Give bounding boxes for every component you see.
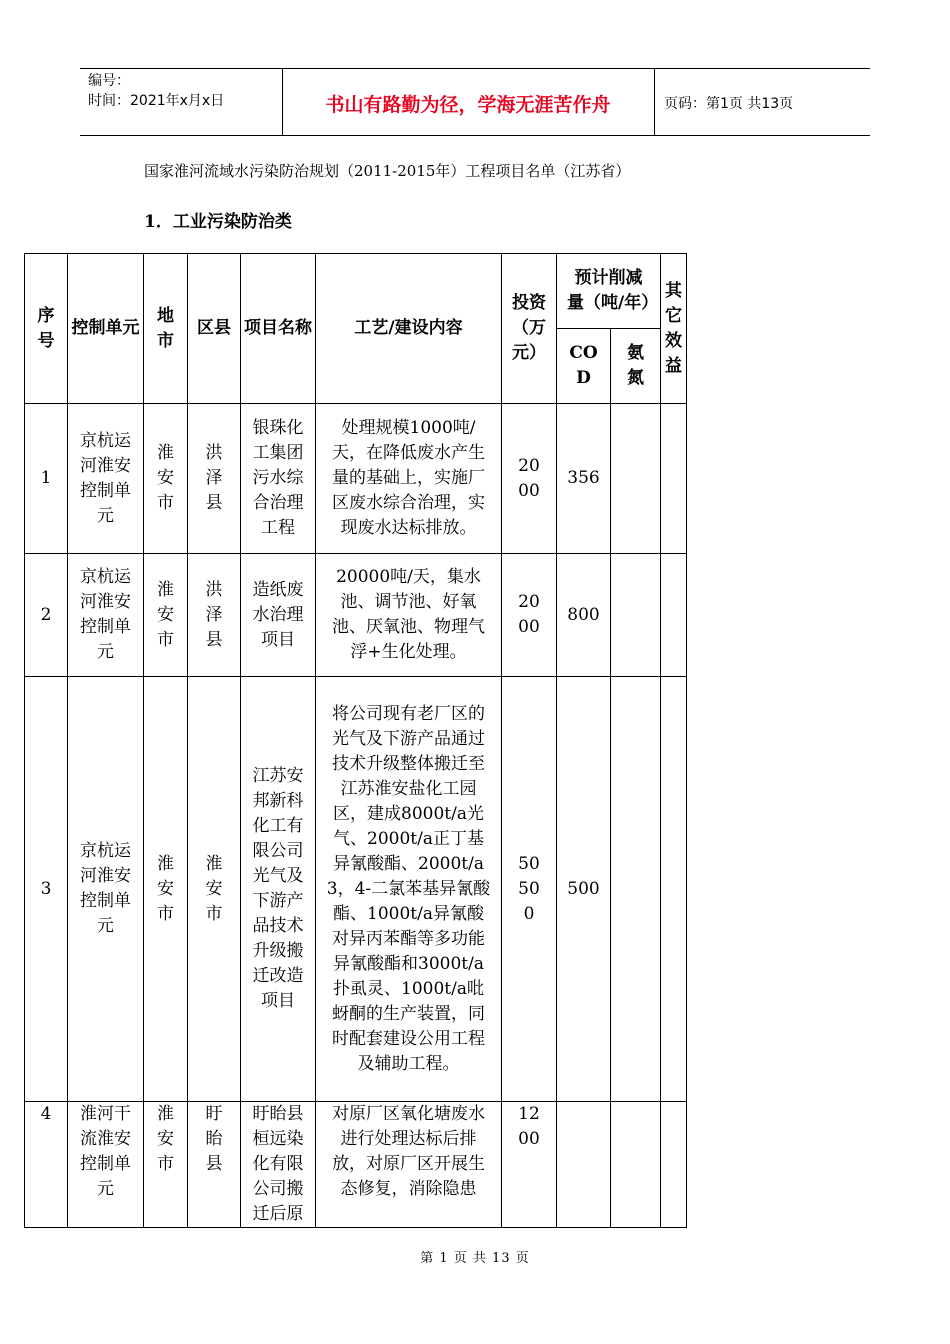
- header-page-info: 页码：第1页 共13页: [664, 96, 794, 112]
- cell-content-text: 对原厂区氧化塘废水进行处理达标后排放，对原厂区开展生态修复，消除隐患: [332, 1104, 485, 1199]
- header-divider: [654, 68, 655, 136]
- cell-control-unit: [68, 554, 144, 677]
- document-title: 国家淮河流域水污染防治规划（2011-2015年）工程项目名单（江苏省）: [144, 162, 631, 180]
- header-control-unit-label: 控制单元: [71, 318, 140, 338]
- page-header: [80, 68, 870, 136]
- cell-seq: 1: [25, 404, 68, 554]
- cell-project: [241, 554, 316, 677]
- cell-investment: 1200: [502, 1102, 557, 1228]
- cell-project-text: 江苏安邦新科化工有限公司光气及下游产品技术升级搬迁改造项目: [252, 766, 304, 1011]
- cell-county: 洪泽县: [188, 554, 241, 677]
- header-content: 工艺/建设内容: [316, 254, 502, 404]
- cell-content: [316, 404, 502, 554]
- header-other: 其它效益: [661, 254, 687, 404]
- cell-seq: 3: [25, 677, 68, 1102]
- header-top-rule: [80, 68, 870, 69]
- cell-city: 淮安市: [144, 554, 188, 677]
- project-table: [24, 253, 687, 1228]
- cell-investment: 2000: [502, 554, 557, 677]
- cell-control-unit: [68, 404, 144, 554]
- section-heading: 1．工业污染防治类: [144, 212, 292, 232]
- cell-seq: 4: [25, 1102, 68, 1228]
- header-motto: 书山有路勤为径，学海无涯苦作舟: [325, 94, 611, 116]
- header-bottom-rule: [80, 135, 870, 136]
- cell-city: 淮安市: [144, 1102, 188, 1228]
- cell-content: [316, 677, 502, 1102]
- cell-city: 淮安市: [144, 404, 188, 554]
- table-row: [25, 404, 687, 554]
- cell-control-unit-text: 京杭运河淮安控制单元: [80, 841, 131, 936]
- cell-other: [661, 404, 687, 554]
- cell-city: 淮安市: [144, 677, 188, 1102]
- cell-cod: 500: [557, 677, 611, 1102]
- cell-content-text: 处理规模1000吨/天，在降低废水产生量的基础上，实施厂区废水综合治理，实现废水达标排放。: [332, 418, 485, 538]
- cell-project: [241, 1102, 316, 1228]
- header-control-unit: [68, 254, 144, 404]
- header-investment: 投资（万元）: [502, 254, 557, 404]
- header-date-label: 时间：2021年x月x日: [88, 93, 225, 109]
- cell-investment: 2000: [502, 404, 557, 554]
- cell-control-unit-text: 京杭运河淮安控制单元: [80, 567, 131, 662]
- cell-investment: 50500: [502, 677, 557, 1102]
- header-project-label: 项目名称: [244, 318, 312, 338]
- header-seq: 序号: [25, 254, 68, 404]
- cell-other: [661, 554, 687, 677]
- cell-cod: 356: [557, 404, 611, 554]
- cell-project-text: 银珠化工集团污水综合治理工程: [252, 418, 304, 538]
- cell-content-text: 将公司现有老厂区的光气及下游产品通过技术升级整体搬迁至江苏淮安盐化工园区，建成8000t/a光气、2000t/a正丁基异氰酸酯、2000t/a 3，4-二氯苯基异氰酸酯、1000t/a异氰酸对异丙苯酯等多功能异氰酸酯和3000t/a扑虱灵、1000t/a吡蚜酮的生产装置，同时配套建设公用工程及辅助工程。: [326, 703, 491, 1074]
- table-row: [25, 554, 687, 677]
- cell-other: [661, 1102, 687, 1228]
- cell-ammonia: [611, 554, 661, 677]
- header-ammonia: 氨氮: [611, 329, 661, 404]
- header-city: 地市: [144, 254, 188, 404]
- cell-project: [241, 677, 316, 1102]
- cell-control-unit-text: 京杭运河淮安控制单元: [80, 430, 131, 526]
- cell-project-text: 盱眙县桓远染化有限公司搬迁后原: [252, 1104, 304, 1224]
- header-project: [241, 254, 316, 404]
- header-county: 区县: [188, 254, 241, 404]
- cell-ammonia: [611, 677, 661, 1102]
- cell-project-text: 造纸废水治理项目: [252, 579, 304, 650]
- cell-county: 洪泽县: [188, 404, 241, 554]
- header-reduction: [557, 254, 661, 329]
- cell-ammonia: [611, 1102, 661, 1228]
- cell-other: [661, 677, 687, 1102]
- table-row: [25, 1102, 687, 1228]
- cell-county: 盱眙县: [188, 1102, 241, 1228]
- cell-project: [241, 404, 316, 554]
- header-number-label: 编号：: [88, 73, 130, 89]
- cell-cod: [557, 1102, 611, 1228]
- table-row: [25, 677, 687, 1102]
- cell-control-unit: [68, 677, 144, 1102]
- cell-county: 淮安市: [188, 677, 241, 1102]
- cell-control-unit-text: 淮河干流淮安控制单元: [80, 1104, 131, 1199]
- cell-content: [316, 1102, 502, 1228]
- cell-content: [316, 554, 502, 677]
- page-footer: 第 1 页 共 13 页: [420, 1251, 530, 1266]
- cell-ammonia: [611, 404, 661, 554]
- cell-control-unit: [68, 1102, 144, 1228]
- header-reduction-label: 预计削减量（吨/年）: [567, 268, 659, 313]
- cell-seq: 2: [25, 554, 68, 677]
- cell-cod: 800: [557, 554, 611, 677]
- header-cod: COD: [557, 329, 611, 404]
- cell-content-text: 20000吨/天，集水池、调节池、好氧池、厌氧池、物理气浮+生化处理。: [332, 567, 485, 662]
